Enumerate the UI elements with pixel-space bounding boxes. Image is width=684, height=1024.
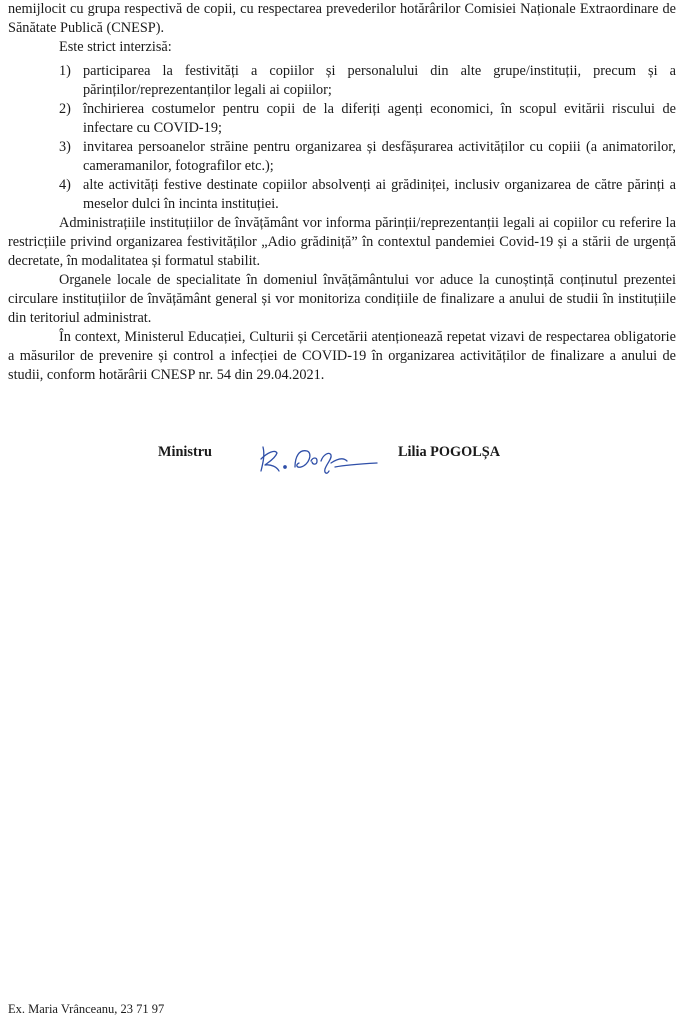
context-paragraph-text: În context, Ministerul Educației, Culturii și Cercetării atenționează repetat vizavi de respectarea obligatorie a măsurilor de prevenire și control a infecției de COVID-19 în organizarea activităților de finalizare a anului de studii, conform hotărârii CNESP nr. 54 din 29.04.2021. (8, 329, 676, 383)
list-item (59, 176, 676, 214)
signatory-name: Lilia POGOLȘA (398, 444, 501, 460)
list-item (59, 62, 676, 100)
list-item-text: invitarea persoanelor străine pentru organizarea și desfășurarea activităților cu copiii (a animatorilor, cameramanilor, fotografilor etc.); (83, 139, 676, 174)
list-item-number: 2) (59, 101, 71, 117)
admin-paragraph-text: Administrațiile instituțiilor de învățământ vor informa părinții/reprezentanții legali ai copiilor cu referire la restricțiile privind organizarea festivităților „Adio grădiniță” în contextul pandemiei Covid-19 și a stării de urgență decretate, în modalitatea și formatul stabilit. (8, 215, 676, 269)
handwritten-signature (255, 437, 385, 477)
list-item-text: închirierea costumelor pentru copii de la diferiți agenți economici, în scopul evitării riscului de infectare cu COVID-19; (83, 101, 676, 136)
list-item-text: alte activități festive destinate copiilor absolvenți ai grădiniței, inclusiv organizarea de către părinți a meselor dulci în incinta instituției. (83, 177, 676, 212)
intro-paragraph (8, 0, 676, 38)
executor-text: Ex. Maria Vrânceanu, 23 71 97 (8, 1002, 165, 1016)
admin-paragraph (8, 214, 676, 271)
signatory-title: Ministru (158, 444, 213, 460)
forbidden-heading (59, 38, 172, 57)
forbidden-heading-text: Este strict interzisă: (59, 39, 172, 55)
local-bodies-paragraph (8, 271, 676, 328)
list-item-text: participarea la festivități a copiilor și personalului din alte grupe/instituții, precum și a părinților/reprezentanților legali ai copiilor; (83, 63, 676, 98)
context-paragraph (8, 328, 676, 385)
list-item-number: 3) (59, 139, 71, 155)
list-item-number: 4) (59, 177, 71, 193)
list-item (59, 100, 676, 138)
executor-footer (8, 1001, 164, 1017)
list-item (59, 138, 676, 176)
signature-block (0, 437, 684, 477)
local-bodies-paragraph-text: Organele locale de specialitate în domeniul învățământului vor aduce la cunoștință conținutul prezentei circulare instituțiilor de învățământ general și vor monitoriza condițiile de finalizare a anului de studii în instituțiile din teritoriul administrat. (8, 272, 676, 326)
list-item-number: 1) (59, 63, 71, 79)
intro-text: nemijlocit cu grupa respectivă de copii, cu respectarea prevederilor hotărârilor Comisiei Naționale Extraordinare de Sănătate Publică (CNESP). (8, 1, 676, 36)
